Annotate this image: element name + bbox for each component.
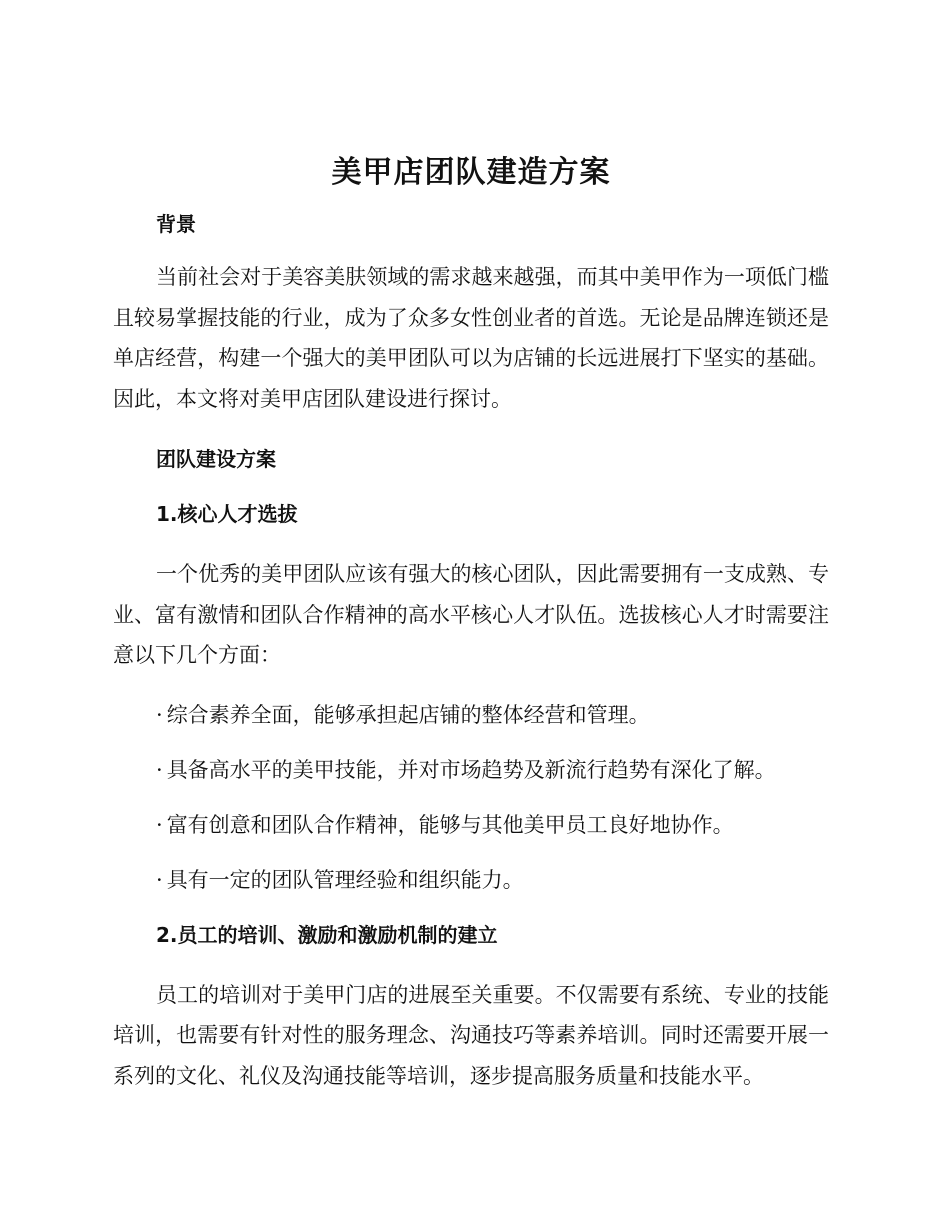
bullet-item — [113, 700, 829, 730]
bullet-text: 具有一定的团队管理经验和组织能力。 — [166, 867, 524, 892]
bullet-item — [113, 865, 829, 895]
section-heading-background: 背景 — [156, 212, 196, 236]
subsection-heading-training: 2.员工的培训、激励和激励机制的建立 — [156, 922, 498, 947]
paragraph-training: 员工的培训对于美甲门店的进展至关重要。不仅需要有系统、专业的技能培训，也需要有针对性的服务理念、沟通技巧等素养培训。同时还需要开展一系列的文化、礼仪及沟通技能等培训，逐步提高服务质量和技能水平。 — [113, 982, 829, 1088]
paragraph-background: 当前社会对于美容美肤领域的需求越来越强，而其中美甲作为一项低门槛且较易掌握技能的行业，成为了众多女性创业者的首选。无论是品牌连锁还是单店经营，构建一个强大的美甲团队可以为店铺的长远进展打下坚实的基础。因此，本文将对美甲店团队建设进行探讨。 — [113, 265, 829, 411]
bullet-item — [113, 810, 829, 840]
bullet-marker: · — [156, 757, 163, 782]
document-title: 美甲店团队建造方案 — [331, 155, 611, 190]
bullet-text: 富有创意和团队合作精神，能够与其他美甲员工良好地协作。 — [166, 812, 734, 837]
bullet-marker: · — [156, 867, 163, 892]
bullet-text: 具备高水平的美甲技能，并对市场趋势及新流行趋势有深化了解。 — [166, 757, 776, 782]
paragraph-core-talent: 一个优秀的美甲团队应该有强大的核心团队，因此需要拥有一支成熟、专业、富有激情和团队合作精神的高水平核心人才队伍。选拔核心人才时需要注意以下几个方面： — [113, 562, 829, 667]
section-heading-team-plan: 团队建设方案 — [156, 447, 276, 471]
document-page — [113, 150, 829, 1096]
bullet-text: 综合素养全面，能够承担起店铺的整体经营和管理。 — [166, 702, 650, 727]
subsection-heading-core-talent: 1.核心人才选拔 — [156, 502, 298, 526]
bullet-marker: · — [156, 702, 163, 727]
bullet-marker: · — [156, 812, 163, 837]
bullet-item — [113, 755, 829, 785]
